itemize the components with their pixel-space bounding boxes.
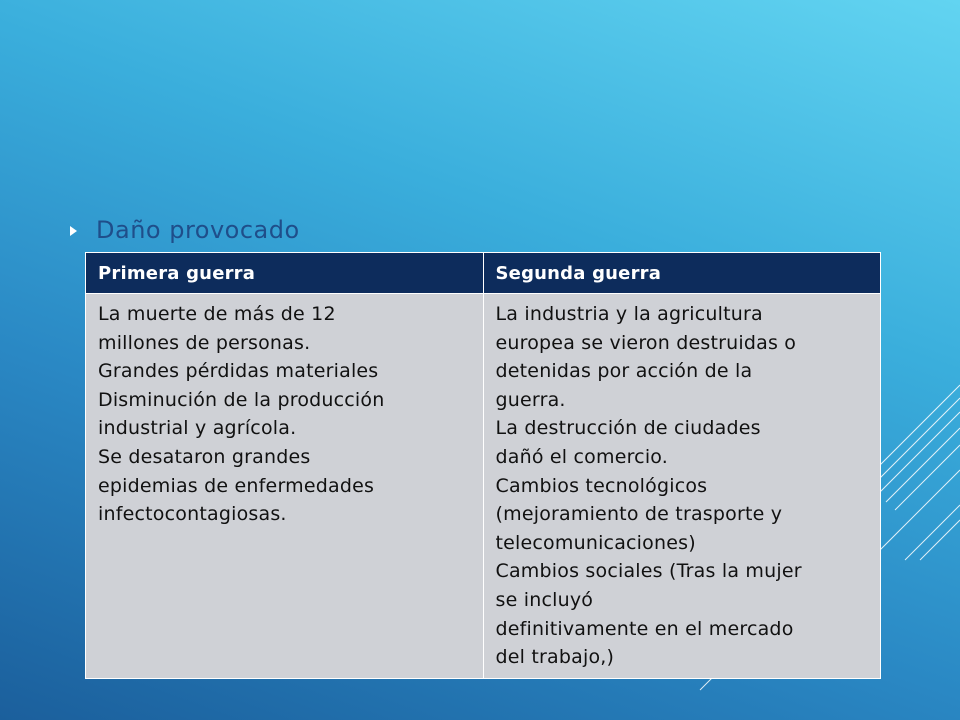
cell-line: detenidas por acción de la <box>495 360 753 383</box>
triangle-bullet-icon <box>70 226 77 236</box>
cell-line: millones de personas. <box>98 331 311 354</box>
cell-line: europea se vieron destruidas o <box>495 331 797 354</box>
header-cell-primera-guerra: Primera guerra <box>86 253 484 294</box>
cell-line: dañó el comercio. <box>495 445 669 468</box>
bullet-item <box>70 216 300 244</box>
table-header-row <box>86 253 881 294</box>
cell-line: Disminución de la producción <box>98 388 385 411</box>
cell-line: guerra. <box>495 388 566 411</box>
cell-primera-guerra <box>86 294 484 679</box>
cell-line: (mejoramiento de trasporte y <box>495 503 783 526</box>
cell-segunda-guerra <box>483 294 881 679</box>
cell-line: infectocontagiosas. <box>98 503 287 526</box>
cell-line: definitivamente en el mercado <box>495 617 794 640</box>
cell-line: telecomunicaciones) <box>495 531 696 554</box>
cell-line: Cambios tecnológicos <box>495 474 708 497</box>
cell-line: industrial y agrícola. <box>98 417 297 440</box>
cell-line: La destrucción de ciudades <box>495 417 761 440</box>
table-row <box>86 294 881 679</box>
cell-line: se incluyó <box>495 588 594 611</box>
cell-line: Grandes pérdidas materiales <box>98 360 379 383</box>
comparison-table <box>85 252 881 679</box>
cell-line: Cambios sociales (Tras la mujer <box>495 560 802 583</box>
cell-line: La industria y la agricultura <box>495 303 763 325</box>
cell-line: epidemias de enfermedades <box>98 474 375 497</box>
cell-line: del trabajo,) <box>495 646 615 669</box>
header-cell-segunda-guerra: Segunda guerra <box>483 253 881 294</box>
bullet-heading: Daño provocado <box>96 216 300 244</box>
cell-line: La muerte de más de 12 <box>98 303 336 325</box>
cell-line: Se desataron grandes <box>98 445 311 468</box>
